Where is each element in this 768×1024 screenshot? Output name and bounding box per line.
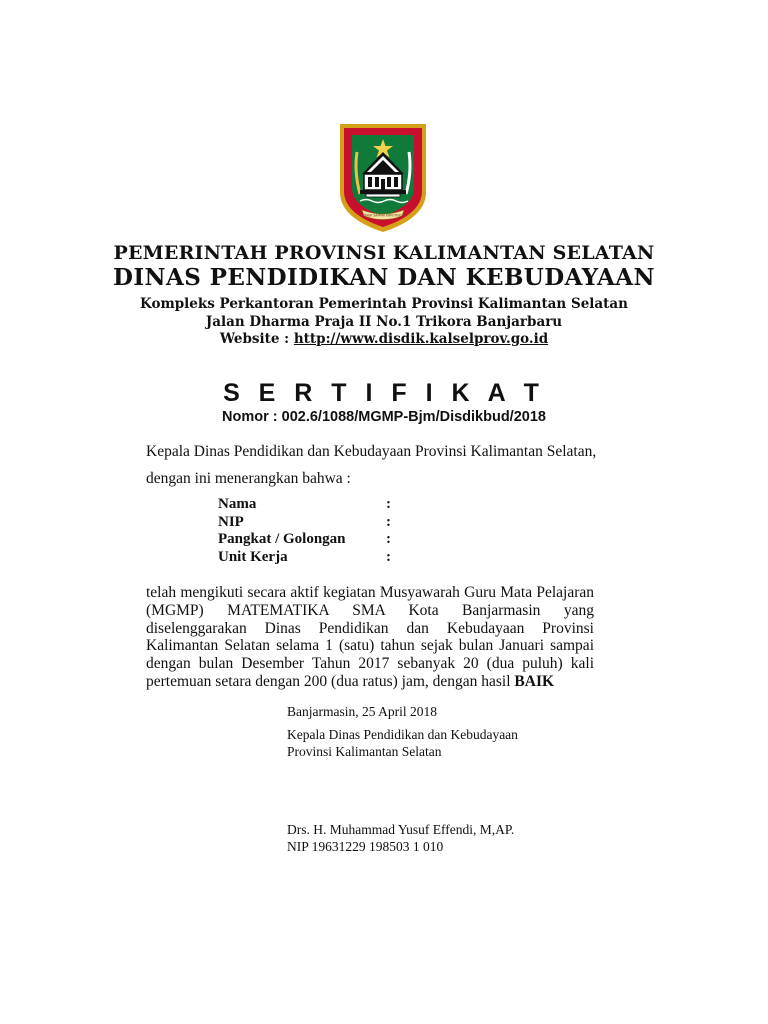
signatory-position [287,726,518,760]
field-colon: : [386,513,391,530]
intro-paragraph: Kepala Dinas Pendidikan dan Kebudayaan Provinsi Kalimantan Selatan, dengan ini menerangkan bahwa : [146,443,597,487]
body-text: telah mengikuti secara aktif kegiatan Musyawarah Guru Mata Pelajaran (MGMP) MATEMATIKA SMA Kota Banjarmasin yang diselenggarakan Dinas Pendidikan dan Kebudayaan Provinsi Kalimantan Selatan selama 1 (satu) tahun sejak bulan Januari sampai dengan bulan Desember Tahun 2017 sebanyak 20 (dua puluh) kali pertemuan setara dengan 200 (dua ratus) jam, dengan hasil [146,584,594,690]
address-line-2: Jalan Dharma Praja II No.1 Trikora Banjarbaru [205,314,563,330]
position-line-2: Provinsi Kalimantan Selatan [287,744,442,759]
svg-text:WAJA SAMPAI KAPUTING: WAJA SAMPAI KAPUTING [363,213,403,218]
field-label: Unit Kerja [218,548,288,565]
field-label: NIP [218,513,244,530]
place-date: Banjarmasin, 25 April 2018 [287,704,437,719]
field-label: Pangkat / Golongan [218,531,346,547]
signatory [287,821,514,855]
agency-name: DINAS PENDIDIKAN DAN KEBUDAYAAN [113,264,655,291]
signatory-nip: NIP 19631229 198503 1 010 [287,839,444,854]
government-name: PEMERINTAH PROVINSI KALIMANTAN SELATAN [113,242,655,264]
provincial-emblem-icon [338,122,428,234]
field-colon: : [386,496,391,512]
field-label: Nama [218,496,257,512]
field-colon: : [386,531,391,547]
website-line [0,331,768,347]
website-label: Website : [219,331,294,347]
certificate-title: S E R T I F I K A T [223,379,545,407]
position-line-1: Kepala Dinas Pendidikan dan Kebudayaan [287,727,518,742]
signatory-name: Drs. H. Muhammad Yusuf Effendi, M,AP. [287,822,515,837]
website-link[interactable]: http://www.disdik.kalselprov.go.id [293,331,549,347]
result-text: BAIK [514,672,555,690]
address-line-1: Kompleks Perkantoran Pemerintah Provinsi Kalimantan Selatan [140,296,628,312]
field-colon: : [386,548,391,565]
certificate-body [146,584,594,691]
certificate-number: Nomor : 002.6/1088/MGMP-Bjm/Disdikbud/2018 [222,409,546,425]
